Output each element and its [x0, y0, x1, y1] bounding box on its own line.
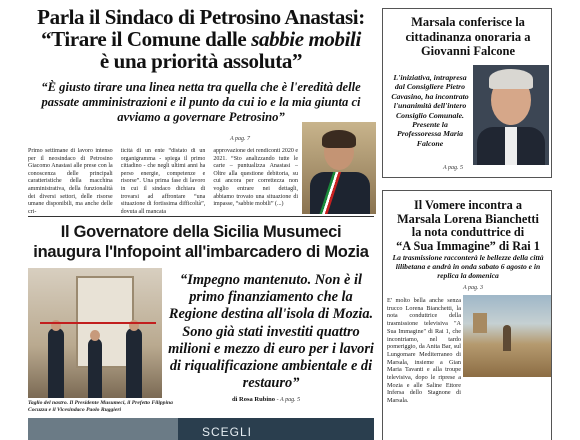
person-shape — [88, 338, 102, 398]
bianchetti-headline-line2: Marsala Lorena Bianchetti — [397, 211, 539, 226]
bianchetti-body: E' molto bella anche senza trucco Lorena Bianchetti, la nota conduttrice della trasmissione televisiva "A Sua Immagine" di Rai 1, che incontriamo, nel tardo pomeriggio, da Anita Bar, sul Lungomare Mediterraneo di Marsala, insieme a Gian Maria Tavanti e alla troupe televisiva, dopo le riprese a Mozia e alle Saline Ettore Infersa dello Stagnone di Marsala. — [387, 297, 461, 405]
person-shape — [48, 328, 64, 398]
bianchetti-headline[interactable] — [383, 199, 553, 253]
falcone-page-ref[interactable]: A pag. 5 — [443, 165, 464, 171]
falcone-hair-shape — [489, 69, 533, 89]
lead-body-col3: approvazione dei rendiconti 2020 e 2021. “Sto analizzando tutte le carte – puntualizza Anastasi – Oltre alla questione debitoria, su cui ancora per correttezza non voglio entrare nei dettagli, abbiamo trovato una situazione di impasse, “sabbie mobili” (...) — [213, 148, 299, 208]
bianchetti-story-box — [382, 190, 552, 440]
falcone-headline[interactable]: Marsala conferisce la cittadinanza onoraria a Giovanni Falcone — [405, 15, 531, 58]
ribbon-cutting-photo — [28, 268, 162, 398]
photo-caption: Taglio del nastro. Il Presidente Musumeci, il Prefetto Filippina Cocuzza e il Vicesindaco Paolo Ruggieri — [28, 400, 173, 413]
bianchetti-headline-line4: “A Sua Immagine” di Rai 1 — [396, 238, 540, 253]
lead-headline-line2-text: “Tirare il Comune dalle — [41, 27, 252, 51]
second-quote: “Impegno mantenuto. Non è il primo finanziamento che la Regione destina all'isola di Mozia. Sono già stati investiti quattro milioni e mezzo di euro per i lavori di riqualificazione ambientale e di restauro” — [168, 272, 374, 392]
mozia-photo — [463, 295, 551, 377]
second-headline[interactable] — [28, 222, 374, 262]
lead-headline[interactable] — [26, 6, 376, 72]
person-head-shape — [90, 330, 100, 341]
person-shape — [126, 328, 142, 398]
mayor-suit-shape — [310, 172, 370, 214]
section-divider — [28, 216, 374, 217]
tower-shape — [473, 313, 487, 333]
lead-headline-line2 — [26, 28, 376, 50]
second-headline-line2: inaugura l'Infopoint all'imbarcadero di Mozia — [33, 243, 369, 261]
bianchetti-page-ref[interactable]: A pag. 3 — [463, 285, 484, 291]
right-sidebar — [376, 0, 580, 440]
ribbon-shape — [40, 322, 156, 324]
bottom-ad-banner[interactable] — [28, 418, 374, 440]
second-page-ref[interactable]: - A pag. 5 — [276, 397, 301, 403]
bianchetti-deck: La trasmissione racconterà le bellezze della città lilibetana e andrà in onda sabato 6 agosto e in replica la domenica — [392, 253, 544, 281]
figure-shape — [503, 325, 511, 351]
falcone-deck: L'iniziativa, intrapresa dal Consigliere Pietro Cavasino, ha incontrato l'unanimità dell'intero Consiglio Comunale. Presente la Professoressa Maria Falcone — [391, 73, 469, 148]
lead-headline-line1: Parla il Sindaco di Petrosino Anastasi: — [37, 5, 365, 29]
lead-body-col2: ticità di un ente “distato di un organigramma - spiega il primo cittadino - che negli ultimi anni ha perso energie, competenze e risorse”. Una prima fase di lavoro in cui il sindaco dichiara di trovarsi ad affrontare “una situazione di fortissima difficoltà”, dovuta all mancata — [120, 148, 206, 214]
lead-deck: “È giusto tirare una linea netta tra quella che è l'eredità delle passate amministrazioni e il punto da cui io e la mia giunta ci avviamo a governare Petrosino” — [41, 80, 361, 124]
byline-author: di Rosa Rubino — [232, 396, 275, 403]
bianchetti-headline-line3: la nota conduttrice di — [411, 225, 525, 240]
falcone-photo — [473, 65, 549, 165]
lead-page-ref[interactable]: A pag. 7 — [230, 136, 251, 142]
banner-text: SCEGLI — [202, 425, 253, 439]
falcone-shirt-shape — [505, 127, 517, 165]
lead-headline-emphasis: sabbie mobili — [251, 27, 361, 51]
lead-headline-line3: è una priorità assoluta” — [99, 49, 303, 73]
mayor-hair-shape — [322, 130, 356, 148]
mayor-photo — [302, 122, 376, 214]
banner-image-strip — [28, 418, 178, 440]
bianchetti-headline-line1: Il Vomere incontra a — [413, 198, 523, 212]
second-headline-line1: Il Governatore della Sicilia Musumeci — [60, 223, 342, 241]
lead-body-col1: Primo settimane di lavoro intenso per il neosindaco di Petrosino Giacomo Anastasi alle prese con la conoscenza delle principali caratteristiche della macchina amministrativa, della funzionalità dei diversi settori, delle risorse umane disponibili, ma anche delle cri- — [28, 148, 113, 214]
lead-body — [28, 148, 298, 214]
falcone-story-box — [382, 8, 552, 178]
second-byline — [232, 396, 300, 403]
